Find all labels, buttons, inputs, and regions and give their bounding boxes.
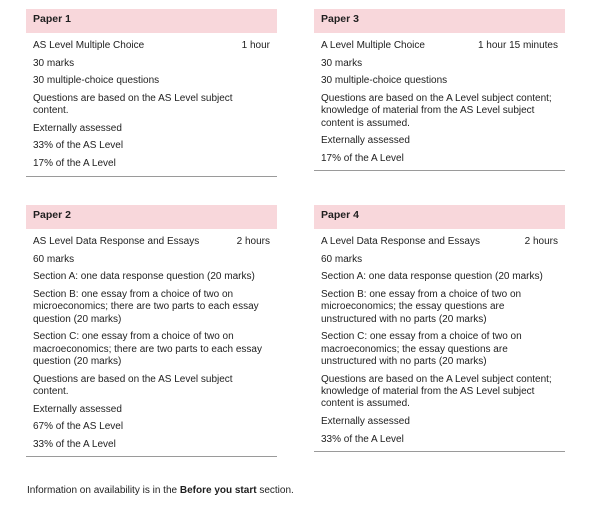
paper-content-basis: Questions are based on the A Level subject content; knowledge of material from the AS Level subject content is assumed. — [321, 373, 552, 410]
paper-3-card — [314, 9, 565, 171]
paper-title: Paper 1 — [26, 9, 277, 33]
paper-as-weight: 67% of the AS Level — [33, 421, 124, 433]
paper-section-c: Section C: one essay from a choice of two on macroeconomics; there are two parts to each essay question (20 marks) — [33, 331, 262, 367]
paper-1-card — [26, 9, 277, 177]
paper-duration: 1 hour 15 minutes — [477, 40, 558, 51]
paper-assessment: Externally assessed — [33, 403, 122, 415]
paper-marks: 30 marks — [321, 57, 363, 69]
paper-name: AS Level Data Response and Essays — [33, 236, 200, 247]
paper-details — [26, 229, 277, 457]
paper-question-format: 30 multiple-choice questions — [33, 75, 160, 87]
paper-title: Paper 4 — [314, 205, 565, 229]
paper-marks: 60 marks — [321, 253, 363, 265]
paper-content-basis: Questions are based on the A Level subject content; knowledge of material from the AS Level subject content is assumed. — [321, 92, 552, 129]
paper-section-a: Section A: one data response question (20 marks) — [33, 271, 255, 283]
paper-assessment: Externally assessed — [321, 416, 410, 427]
paper-section-a: Section A: one data response question (20 marks) — [321, 271, 543, 283]
paper-name-row — [321, 40, 558, 52]
paper-marks: 60 marks — [33, 253, 75, 265]
paper-a-weight: 33% of the A Level — [321, 433, 404, 445]
paper-a-weight: 17% of the A Level — [33, 157, 116, 169]
paper-content-basis: Questions are based on the AS Level subject content. — [33, 373, 233, 397]
paper-name: AS Level Multiple Choice — [33, 40, 145, 51]
paper-assessment: Externally assessed — [33, 122, 122, 134]
paper-section-b: Section B: one essay from a choice of two on microeconomics; the essay questions are unstructured with no parts (20 marks) — [321, 288, 522, 325]
availability-note — [27, 485, 294, 496]
paper-name-row — [321, 236, 558, 248]
paper-question-format: 30 multiple-choice questions — [321, 75, 448, 87]
paper-details — [314, 33, 565, 171]
paper-4-card — [314, 205, 565, 452]
paper-assessment: Externally assessed — [321, 135, 410, 147]
paper-name: A Level Multiple Choice — [321, 40, 425, 51]
paper-details — [314, 229, 565, 452]
paper-section-b: Section B: one essay from a choice of two on microeconomics; there are two parts to each essay question (20 marks) — [33, 288, 259, 325]
paper-section-c: Section C: one essay from a choice of two on macroeconomics; the essay questions are unstructured with no parts (20 marks) — [321, 331, 522, 367]
paper-as-weight: 33% of the AS Level — [33, 140, 124, 152]
paper-duration: 2 hours — [236, 236, 270, 247]
paper-2-card — [26, 205, 277, 457]
paper-marks: 30 marks — [33, 57, 75, 69]
paper-title: Paper 3 — [314, 9, 565, 33]
paper-name-row — [33, 236, 270, 248]
availability-note-end: section. — [256, 485, 294, 496]
paper-name-row — [33, 40, 270, 52]
paper-a-weight: 33% of the A Level — [33, 438, 116, 450]
paper-details — [26, 33, 277, 177]
paper-a-weight: 17% of the A Level — [321, 152, 404, 164]
before-you-start-reference: Before you start — [179, 485, 257, 496]
paper-title: Paper 2 — [26, 205, 277, 229]
paper-name: A Level Data Response and Essays — [321, 236, 480, 247]
paper-duration: 2 hours — [524, 236, 558, 247]
paper-content-basis: Questions are based on the AS Level subject content. — [33, 92, 233, 117]
paper-duration: 1 hour — [241, 40, 270, 51]
availability-note-text: Information on availability is in the — [27, 485, 180, 496]
